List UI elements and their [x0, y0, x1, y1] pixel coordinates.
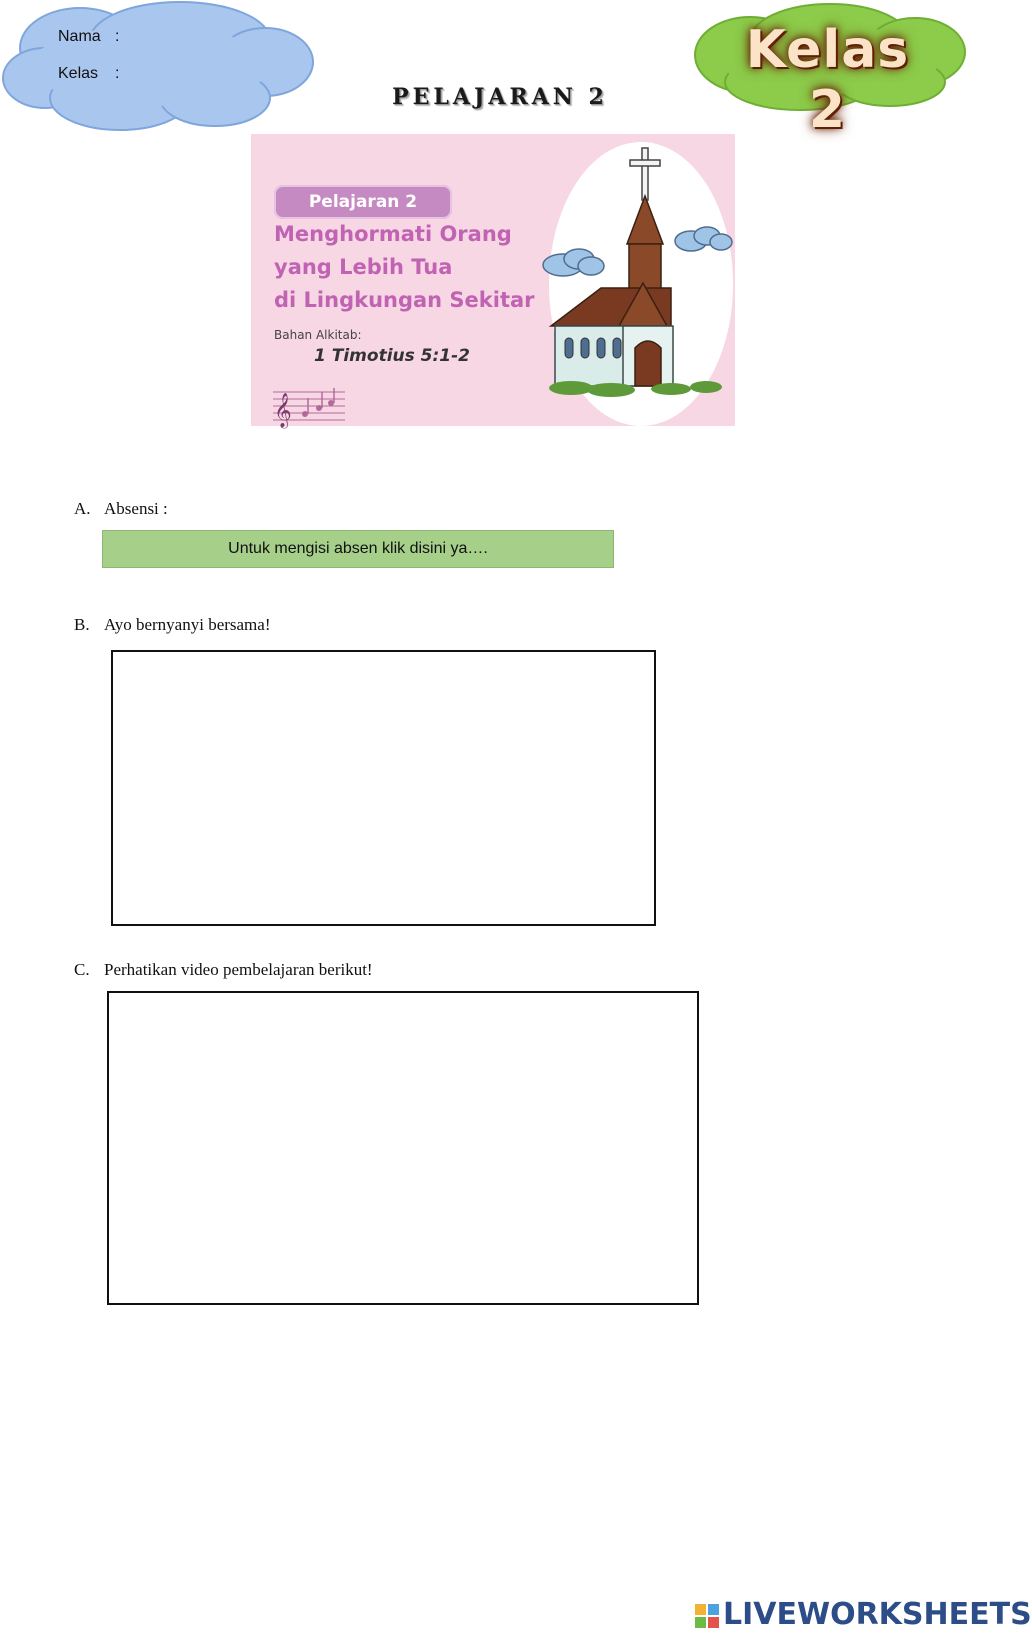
- liveworksheets-brand: LIVEWORKSHEETS: [723, 1597, 1032, 1632]
- section-c-heading: [74, 960, 373, 980]
- section-a-heading: [74, 499, 168, 519]
- class-field-separator: :: [115, 65, 120, 82]
- section-b-letter: B.: [74, 615, 90, 634]
- song-video-frame[interactable]: [111, 650, 656, 926]
- lesson-video-frame[interactable]: [107, 991, 699, 1305]
- section-a-letter: A.: [74, 499, 91, 518]
- name-field-label: Nama: [58, 28, 101, 45]
- cover-reference: 1 Timotius 5:1-2: [314, 346, 470, 366]
- section-b-title: Ayo bernyanyi bersama!: [104, 615, 271, 634]
- name-field-separator: :: [115, 28, 120, 45]
- cover-reference-label: Bahan Alkitab:: [274, 328, 362, 342]
- grade-badge: Kelas 2: [745, 20, 910, 140]
- svg-text:𝄞: 𝄞: [274, 393, 292, 428]
- liveworksheets-icon: [695, 1604, 719, 1628]
- attendance-link-button[interactable]: Untuk mengisi absen klik disini ya….: [102, 530, 614, 568]
- name-cloud-shape: [0, 0, 320, 140]
- lesson-cover-image: [251, 134, 735, 426]
- class-field-label: Kelas: [58, 65, 99, 82]
- cover-lesson-pill: Pelajaran 2: [274, 185, 452, 219]
- liveworksheets-logo: [695, 1597, 1032, 1637]
- section-c-letter: C.: [74, 960, 90, 979]
- section-c-title: Perhatikan video pembelajaran berikut!: [104, 960, 373, 979]
- cover-title-line-2: yang Lebih Tua: [274, 255, 453, 279]
- lesson-heading: PELAJARAN 2: [392, 84, 608, 110]
- church-icon: [531, 138, 735, 424]
- music-notes-icon: [273, 384, 345, 426]
- section-a-title: Absensi :: [104, 499, 168, 518]
- cover-title-line-1: Menghormati Orang: [274, 222, 512, 246]
- section-b-heading: [74, 615, 271, 635]
- cover-title-line-3: di Lingkungan Sekitar: [274, 288, 535, 312]
